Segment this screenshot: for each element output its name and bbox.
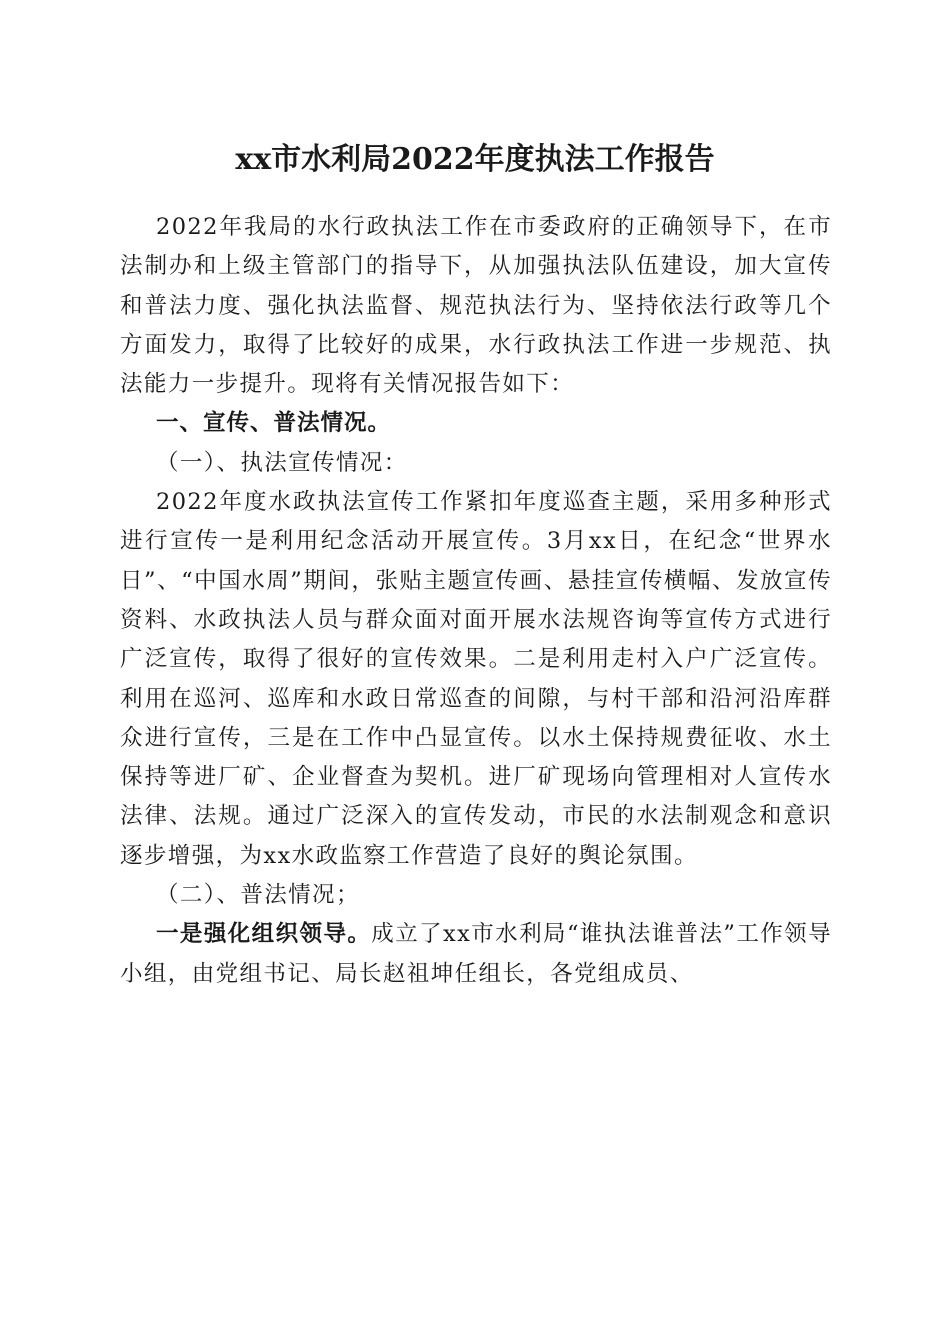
document-body (120, 208, 832, 994)
subsection-heading-enforcement-publicity: （一）、执法宣传情况： (156, 449, 408, 476)
legal-education-paragraph (120, 915, 832, 994)
enforcement-publicity-paragraph: 2022年度水政执法宣传工作紧扣年度巡查主题，采用多种形式进行宣传一是利用纪念活动开展宣传。3月xx日，在纪念“世界水日”、“中国水周”期间，张贴主题宣传画、悬挂宣传横幅、发放宣传资料、水政执法人员与群众面对面开展水法规咨询等宣传方式进行广泛宣传，取得了很好的宣传效果。二是利用走村入户广泛宣传。利用在巡河、巡库和水政日常巡查的间隙，与村干部和沿河沿库群众进行宣传，三是在工作中凸显宣传。以水土保持规费征收、水土保持等进厂矿、企业督查为契机。进厂矿现场向管理相对人宣传水法律、法规。通过广泛深入的宣传发动，市民的水法制观念和意识逐步增强，为xx水政监察工作营造了良好的舆论氛围。 (120, 489, 832, 869)
legal-education-text: 成立了xx市水利局“谁执法谁普法”工作领导小组，由党组书记、局长赵祖坤任组长，各党组成员、 (120, 921, 832, 987)
intro-paragraph: 2022年我局的水行政执法工作在市委政府的正确领导下，在市法制办和上级主管部门的指导下，从加强执法队伍建设，加大宣传和普法力度、强化执法监督、规范执法行为、坚持依法行政等几个方面发力，取得了比较好的成果，水行政执法工作进一步规范、执法能力一步提升。现将有关情况报告如下： (120, 214, 832, 398)
subsection-heading-legal-education: （二）、普法情况； (156, 882, 360, 909)
legal-education-lead: 一是强化组织领导。 (156, 921, 372, 948)
document-title: xx市水利局2022年度执法工作报告 (235, 142, 715, 177)
section-heading-publicity: 一、宣传、普法情况。 (156, 410, 392, 437)
